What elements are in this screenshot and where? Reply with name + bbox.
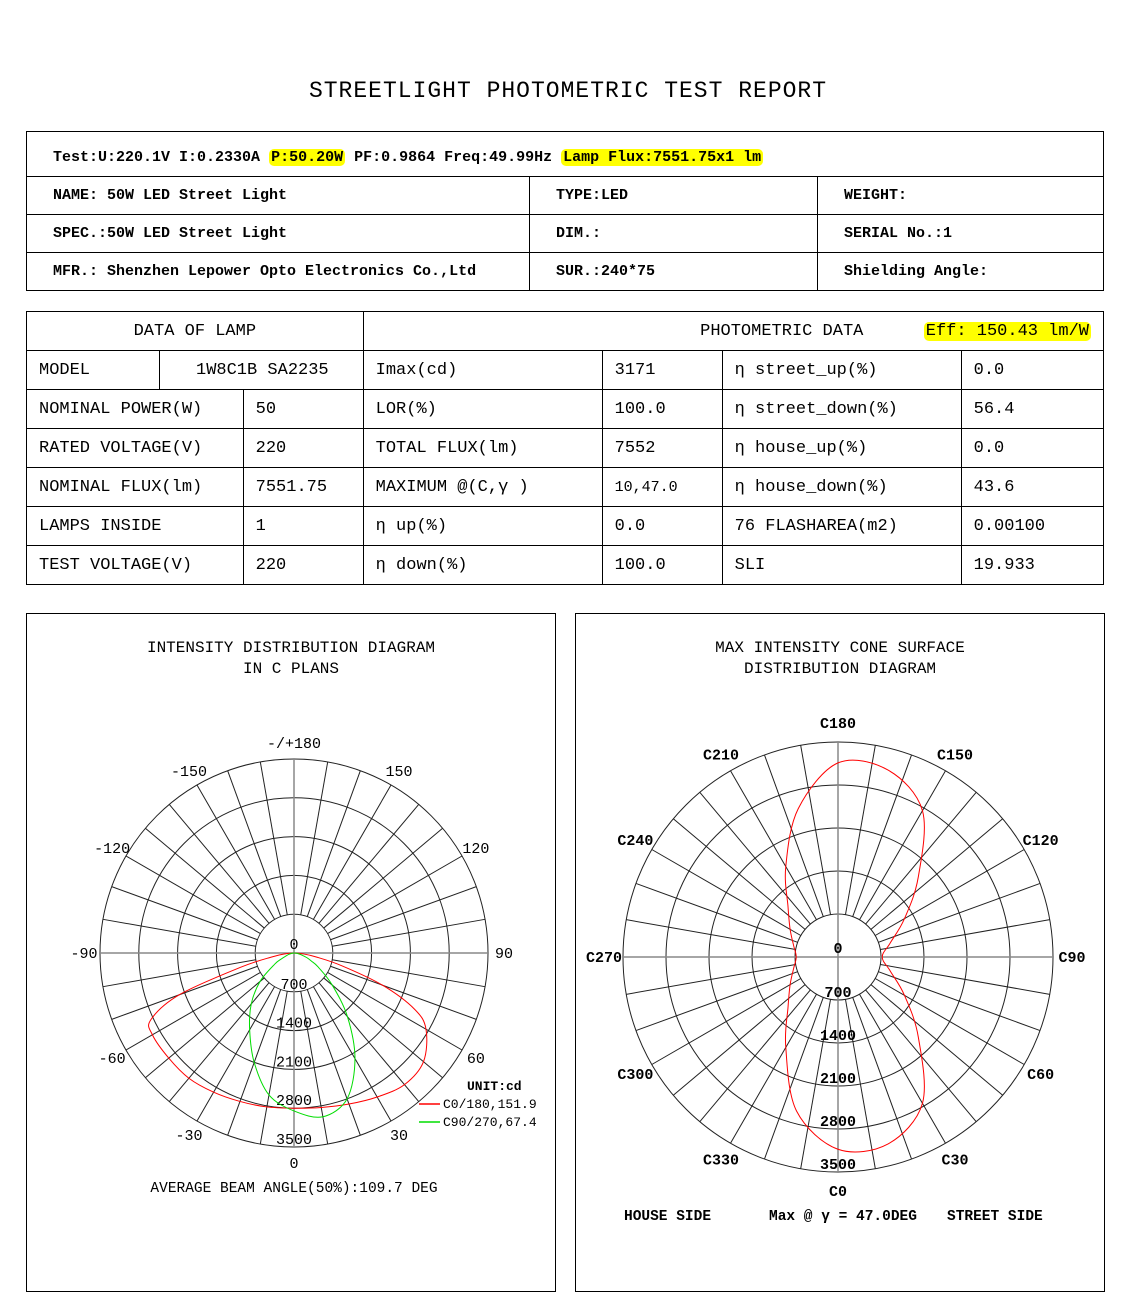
angle-label: -150 xyxy=(170,764,208,782)
cell: 3171 xyxy=(602,351,722,390)
max-gamma-label: Max @ γ = 47.0DEG xyxy=(769,1209,917,1225)
grid-spoke xyxy=(878,883,1040,942)
house-side-label: HOUSE SIDE xyxy=(624,1209,712,1225)
table-row xyxy=(27,468,1104,507)
grid-spoke xyxy=(330,887,476,940)
grid-spoke xyxy=(853,997,912,1159)
radial-tick-label: 1400 xyxy=(275,1015,313,1033)
grid-spoke xyxy=(301,762,328,915)
grid-spoke xyxy=(103,960,256,987)
cell: 43.6 xyxy=(961,468,1103,507)
info-dim: DIM.: xyxy=(530,215,818,253)
table-row xyxy=(27,351,1104,390)
grid-spoke xyxy=(860,994,946,1143)
angle-label: 90 xyxy=(494,946,514,963)
grid-spoke xyxy=(169,804,269,923)
cell: 0.0 xyxy=(961,429,1103,468)
cell: NOMINAL POWER(W) xyxy=(27,390,244,429)
cell: 50 xyxy=(243,390,363,429)
cone-surface-panel xyxy=(575,613,1105,1292)
angle-label: 120 xyxy=(462,841,490,858)
radial-tick-label: 2100 xyxy=(275,1054,313,1072)
grid-spoke xyxy=(332,960,485,987)
angle-label: 150 xyxy=(385,764,413,782)
radial-tick-label: 2800 xyxy=(819,1114,857,1131)
test-voltage-current: Test:U:220.1V I:0.2330A xyxy=(53,148,261,166)
grid-spoke xyxy=(319,983,419,1102)
grid-spoke xyxy=(860,771,946,920)
grid-spoke xyxy=(313,987,391,1121)
cone-polar-chart xyxy=(576,614,1104,1291)
intensity-distribution-panel xyxy=(26,613,556,1292)
cell: 100.0 xyxy=(602,390,722,429)
angle-label: -/+180 xyxy=(266,736,322,753)
cell: 1 xyxy=(243,507,363,546)
grid-spoke xyxy=(169,983,269,1102)
grid-spoke xyxy=(328,972,462,1050)
grid-spoke xyxy=(866,990,977,1122)
table-row xyxy=(27,390,1104,429)
grid-spoke xyxy=(145,828,264,928)
info-shielding: Shielding Angle: xyxy=(818,253,1104,291)
info-name: NAME: 50W LED Street Light xyxy=(27,177,530,215)
grid-spoke xyxy=(197,987,275,1121)
grid-spoke xyxy=(126,856,260,934)
cell: TOTAL FLUX(lm) xyxy=(363,429,602,468)
radial-tick-label: 2100 xyxy=(819,1071,857,1088)
info-sur: SUR.:240*75 xyxy=(530,253,818,291)
grid-spoke xyxy=(700,792,811,924)
cell: LAMPS INSIDE xyxy=(27,507,244,546)
cell: 76 FLASHAREA(m2) xyxy=(722,507,961,546)
grid-spoke xyxy=(871,819,1003,930)
grid-spoke xyxy=(307,989,360,1135)
grid-spoke xyxy=(875,979,1024,1065)
angle-label: C180 xyxy=(819,716,857,733)
info-spec: SPEC.:50W LED Street Light xyxy=(27,215,530,253)
cell: 0.0 xyxy=(961,351,1103,390)
test-conditions xyxy=(27,132,1104,177)
radial-tick-label: 700 xyxy=(280,976,308,994)
angle-label: -90 xyxy=(70,946,98,963)
cell: 7551.75 xyxy=(243,468,363,507)
efficacy-badge: Eff: 150.43 lm/W xyxy=(925,321,1089,341)
angle-label: C240 xyxy=(617,833,654,850)
angle-label: C300 xyxy=(617,1067,654,1084)
cell: 56.4 xyxy=(961,390,1103,429)
grid-spoke xyxy=(866,792,977,924)
beam-angle-footer: AVERAGE BEAM ANGLE(50%):109.7 DEG xyxy=(150,1181,438,1197)
grid-spoke xyxy=(197,785,275,919)
photometric-data-header xyxy=(363,312,1103,351)
angle-label: C210 xyxy=(702,747,740,765)
grid-spoke xyxy=(324,978,443,1078)
grid-spoke xyxy=(731,771,817,920)
angle-label: 30 xyxy=(389,1127,409,1145)
grid-spoke xyxy=(228,771,281,917)
radial-tick-label: 1400 xyxy=(819,1028,857,1045)
cell: 1W8C1B SA2235 xyxy=(160,351,364,390)
angle-label: C330 xyxy=(702,1152,740,1170)
radial-tick-label: 3500 xyxy=(275,1132,313,1149)
table-row xyxy=(27,429,1104,468)
angle-label: C30 xyxy=(941,1152,969,1170)
table-row xyxy=(27,546,1104,585)
test-pf-freq: PF:0.9864 Freq:49.99Hz xyxy=(354,148,553,166)
grid-spoke xyxy=(875,850,1024,936)
grid-spoke xyxy=(319,804,419,923)
grid-spoke xyxy=(112,966,258,1019)
data-of-lamp-header: DATA OF LAMP xyxy=(27,312,364,351)
cell: 19.933 xyxy=(961,546,1103,585)
cell: η street_down(%) xyxy=(722,390,961,429)
test-info-table xyxy=(26,131,1104,291)
legend-label: C90/270,67.4 xyxy=(443,1115,537,1130)
grid-spoke xyxy=(845,745,875,914)
grid-spoke xyxy=(626,964,795,994)
grid-spoke xyxy=(652,850,801,936)
cell: η house_up(%) xyxy=(722,429,961,468)
angle-label: -60 xyxy=(98,1051,126,1068)
title-line: MAX INTENSITY CONE SURFACE xyxy=(715,639,965,657)
cell: MODEL xyxy=(27,351,160,390)
grid-spoke xyxy=(328,856,462,934)
grid-spoke xyxy=(112,887,258,940)
grid-spoke xyxy=(330,966,476,1019)
grid-spoke xyxy=(636,883,798,942)
cell: RATED VOLTAGE(V) xyxy=(27,429,244,468)
table-row xyxy=(27,507,1104,546)
grid-spoke xyxy=(880,920,1049,950)
angle-label: -120 xyxy=(94,841,131,858)
angle-label: C270 xyxy=(585,950,623,967)
radial-tick-label: 3500 xyxy=(819,1157,857,1174)
angle-label: C90 xyxy=(1058,950,1086,967)
cell: η street_up(%) xyxy=(722,351,961,390)
grid-spoke xyxy=(324,828,443,928)
intensity-diagram-title xyxy=(27,638,555,680)
cell: SLI xyxy=(722,546,961,585)
title-line: INTENSITY DISTRIBUTION DIAGRAM xyxy=(146,639,436,657)
info-type: TYPE:LED xyxy=(530,177,818,215)
cell: η up(%) xyxy=(363,507,602,546)
info-serial: SERIAL No.:1 xyxy=(818,215,1104,253)
photometric-data-table xyxy=(26,311,1104,585)
cell: 220 xyxy=(243,429,363,468)
cell: η down(%) xyxy=(363,546,602,585)
grid-spoke xyxy=(871,985,1003,1096)
angle-label: 0 xyxy=(289,1156,299,1173)
lamp-flux: Lamp Flux:7551.75x1 lm xyxy=(563,148,762,166)
cell: η house_down(%) xyxy=(722,468,961,507)
grid-spoke xyxy=(878,972,1040,1031)
grid-spoke xyxy=(853,755,912,917)
radial-tick-label: 0 xyxy=(833,941,843,958)
grid-spoke xyxy=(652,979,801,1065)
page-title: STREETLIGHT PHOTOMETRIC TEST REPORT xyxy=(308,78,828,104)
radial-tick-label: 0 xyxy=(289,937,299,954)
grid-spoke xyxy=(103,919,256,946)
grid-spoke xyxy=(764,755,823,917)
angle-label: C150 xyxy=(936,747,974,765)
cell: TEST VOLTAGE(V) xyxy=(27,546,244,585)
cell: 220 xyxy=(243,546,363,585)
cell: 0.0 xyxy=(602,507,722,546)
grid-spoke xyxy=(636,972,798,1031)
grid-spoke xyxy=(626,920,795,950)
grid-spoke xyxy=(313,785,391,919)
radial-tick-label: 700 xyxy=(824,985,852,1002)
cone-diagram-title xyxy=(576,638,1104,680)
cell: 0.00100 xyxy=(961,507,1103,546)
grid-spoke xyxy=(880,964,1049,994)
cell: Imax(cd) xyxy=(363,351,602,390)
title-line: IN C PLANS xyxy=(242,660,339,678)
cell: NOMINAL FLUX(lm) xyxy=(27,468,244,507)
legend-label: C0/180,151.9 xyxy=(443,1097,537,1112)
grid-spoke xyxy=(700,990,811,1122)
cell: MAXIMUM @(C,γ ) xyxy=(363,468,602,507)
grid-spoke xyxy=(126,972,260,1050)
cell: 10,47.0 xyxy=(602,468,722,507)
angle-label: C60 xyxy=(1027,1067,1055,1084)
cell: 7552 xyxy=(602,429,722,468)
cell: 100.0 xyxy=(602,546,722,585)
info-weight: WEIGHT: xyxy=(818,177,1104,215)
street-side-label: STREET SIDE xyxy=(947,1209,1043,1225)
cone-curve xyxy=(785,760,924,1152)
unit-label: UNIT:cd xyxy=(467,1079,522,1094)
radial-tick-label: 2800 xyxy=(275,1093,313,1111)
info-mfr: MFR.: Shenzhen Lepower Opto Electronics Co.,Ltd xyxy=(27,253,530,291)
title-line: DISTRIBUTION DIAGRAM xyxy=(743,660,937,678)
angle-label: -30 xyxy=(175,1127,203,1145)
test-power: P:50.20W xyxy=(271,148,344,166)
angle-label: 60 xyxy=(466,1051,485,1068)
angle-label: C0 xyxy=(828,1184,848,1201)
grid-spoke xyxy=(332,919,485,946)
photometric-header-label: PHOTOMETRIC DATA xyxy=(700,321,864,341)
grid-spoke xyxy=(145,978,264,1078)
intensity-polar-chart xyxy=(27,614,555,1291)
cell: LOR(%) xyxy=(363,390,602,429)
angle-label: C120 xyxy=(1022,833,1059,850)
grid-spoke xyxy=(307,771,360,917)
grid-spoke xyxy=(731,994,817,1143)
grid-spoke xyxy=(260,762,287,915)
